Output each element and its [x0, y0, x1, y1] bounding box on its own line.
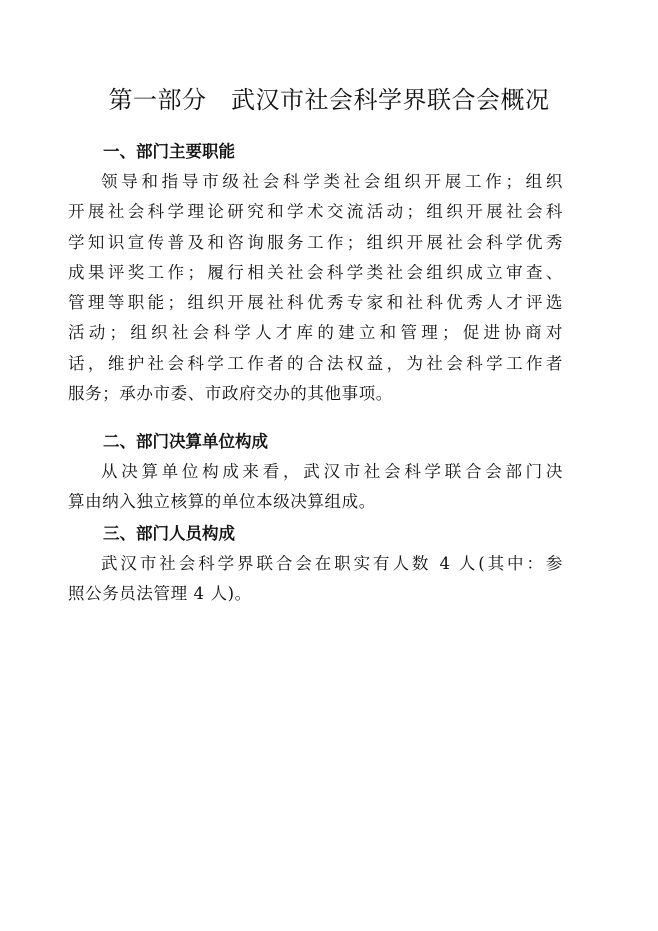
paragraph-line: 成果评奖工作；履行相关社会科学类社会组织成立审查、 — [68, 262, 563, 282]
paragraph-line: 领导和指导市级社会科学类社会组织开展工作；组织 — [101, 172, 563, 191]
section-heading: 二、部门决算单位构成 — [103, 432, 268, 451]
paragraph-line: 活动；组织社会科学人才库的建立和管理；促进协商对 — [68, 323, 563, 343]
paragraph-line: 照公务员法管理 4 人)。 — [68, 584, 252, 604]
section-paragraph — [68, 549, 563, 610]
paragraph-line: 开展社会科学理论研究和学术交流活动；组织开展社会科 — [68, 202, 563, 222]
section-staff — [68, 519, 563, 610]
section-paragraph — [68, 167, 563, 409]
section-units — [68, 427, 563, 518]
paragraph-line: 算由纳入独立核算的单位本级决算组成。 — [68, 492, 376, 512]
section-functions — [68, 137, 563, 409]
paragraph-line: 话，维护社会科学工作者的合法权益，为社会科学工作者 — [68, 353, 563, 373]
paragraph-line: 管理等职能；组织开展社科优秀专家和社科优秀人才评选 — [68, 293, 563, 313]
paragraph-line: 学知识宣传普及和咨询服务工作；组织开展社会科学优秀 — [68, 232, 563, 252]
paragraph-line: 武汉市社会科学界联合会在职实有人数 4 人(其中：参 — [101, 554, 563, 573]
paragraph-line: 从决算单位构成来看，武汉市社会科学联合会部门决 — [101, 462, 563, 481]
section-paragraph — [68, 457, 563, 518]
section-heading: 一、部门主要职能 — [103, 142, 235, 161]
paragraph-line: 服务；承办市委、市政府交办的其他事项。 — [68, 384, 393, 404]
section-heading: 三、部门人员构成 — [103, 524, 235, 543]
page-title: 第一部分 武汉市社会科学界联合会概况 — [108, 86, 550, 114]
